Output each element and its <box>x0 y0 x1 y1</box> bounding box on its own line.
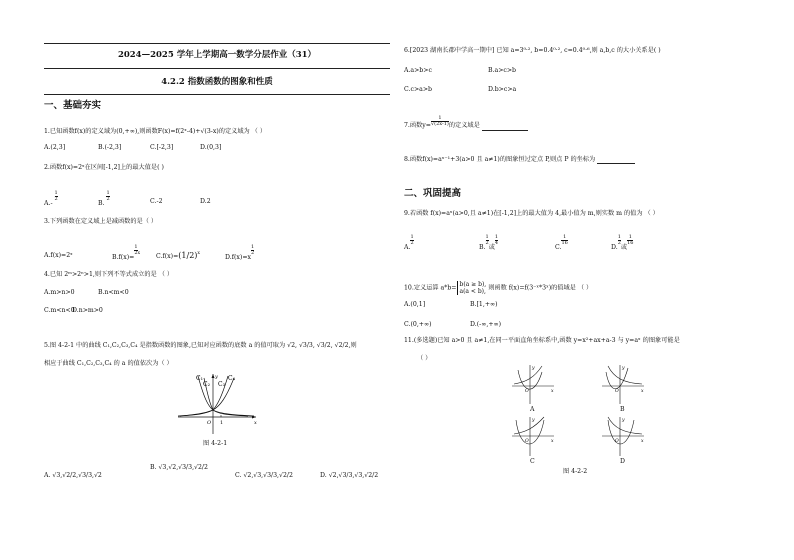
question-11-line2: （ ） <box>417 355 432 362</box>
exponential-curve <box>608 366 642 384</box>
q3-option-c: $C.f(x)=(1/2)^x$ <box>156 251 200 260</box>
svg-text:y: y <box>622 418 625 423</box>
figure-4-2-1-caption: 图 4-2-1 <box>203 440 228 447</box>
q5-option-a: A. √3,√2/2,√3/3,√2 <box>44 472 102 479</box>
header-divider <box>44 68 390 69</box>
question-7: 7.函数y= $\frac{1}{√(2x-1)}$ 的定义域是 <box>404 120 528 131</box>
q10-option-d: D.(-∞,+∞) <box>470 321 502 328</box>
svg-text:y: y <box>532 418 535 423</box>
question-10: 10.定义运算 a*b= b(a ≥ b), a(a < b), 则函数 f(x)=f(3⁻ˣ*3ˣ)的值域是 （ ） <box>404 281 593 295</box>
origin-label: O <box>207 420 212 426</box>
label-c2: C₂ <box>203 381 210 388</box>
fraction: $\frac{1}{16}$ <box>627 234 634 246</box>
q4-option-a: A.m>n>0 <box>44 289 75 296</box>
question-8: 8.函数f(x)=aˣ⁻¹+3(a>0 且 a≠1)的图象恒过定点 P,则点 P 的坐标为 <box>404 156 635 164</box>
fraction: $\frac{1}{2}$ <box>410 234 414 246</box>
figure-4-2-2-caption: 图 4-2-2 <box>563 468 588 475</box>
fraction: $\frac{1}{2}$ <box>106 190 110 202</box>
question-4: 4.已知 2ᵐ>2ⁿ>1,则下列不等式成立的是 （ ） <box>44 271 174 278</box>
exponential-curve <box>608 417 642 434</box>
q3-option-d: D.f(x)=x $\frac{1}{2}$ <box>225 244 255 261</box>
answer-blank[interactable] <box>597 156 635 164</box>
svg-text:y: y <box>622 366 625 371</box>
svg-text:x: x <box>551 389 554 394</box>
graph-d-label: D <box>620 458 625 465</box>
fraction: $\frac{1}{2}$ <box>54 190 58 202</box>
q4-option-b: B.n<m<0 <box>98 289 129 296</box>
question-5: 5.图 4-2-1 中的曲线 C₁,C₂,C₃,C₄ 是指数函数的图象,已知对应函数的底数 a 的值可取为 √2, √3/3, √3/2, √2/2,则 <box>44 342 357 349</box>
q1-option-a: A.(2,3] <box>44 144 66 151</box>
section-consolidate: 二、巩固提高 <box>404 188 462 199</box>
q2-option-d: D.2 <box>200 198 211 205</box>
answer-blank[interactable] <box>482 123 528 131</box>
svg-text:x: x <box>641 389 644 394</box>
graph-a <box>508 362 558 406</box>
graph-c-label: C <box>530 458 535 465</box>
exponential-curve <box>514 366 542 384</box>
q3-option-a: A.f(x)=2ˣ <box>44 252 73 259</box>
axis-x-label: x <box>254 420 257 426</box>
q6-option-b: B.a>c>b <box>488 67 516 74</box>
q1-option-d: D.(0,3] <box>200 144 222 151</box>
svg-text:x: x <box>641 439 644 444</box>
question-3: 3.下列函数在定义域上是减函数的是（ ） <box>44 218 158 225</box>
question-6: 6.[2023 湖南长郡中学高一期中] 已知 a=3⁰·², b=0.4⁰·², c=0.4⁰·⁶,则 a,b,c 的大小关系是( ) <box>404 47 661 54</box>
q5-option-b: B. √3,√2,√3/3,√2/2 <box>150 464 208 471</box>
q6-option-c: C.c>a>b <box>404 86 432 93</box>
fraction: $\frac{1}{2}$ <box>251 244 255 256</box>
q4-option-c: C.m<n<0 <box>44 307 75 314</box>
tick-one-label: 1 <box>220 420 224 426</box>
q6-option-d: D.b>c>a <box>488 86 517 93</box>
page-subtitle: 4.2.2 指数函数的图象和性质 <box>161 77 273 87</box>
question-9: 9.若函数 f(x)=aˣ(a>0,且 a≠1)在[-1,2]上的最大值为 4,最小值为 m,则实数 m 的值为 （ ） <box>404 210 659 217</box>
q5-option-d: D. √2,√3/3,√3,√2/2 <box>320 472 379 479</box>
fraction: $\frac{1}{4}$ <box>494 234 499 246</box>
page-title: 2024—2025 学年上学期高一数学分层作业（31） <box>117 50 317 60</box>
svg-text:O: O <box>615 439 619 444</box>
question-2: 2.函数f(x)=2ˣ在区间[-1,2]上的最大值是( ) <box>44 164 164 171</box>
svg-text:y: y <box>532 366 535 371</box>
curve-c2 <box>204 378 248 416</box>
question-1: 1.已知函数f(x)的定义域为(0,+∞),则函数F(x)=f(2ˣ-4)+√(3-x)的定义域为 （ ） <box>44 128 267 135</box>
question-5-line2: 相应于曲线 C₁,C₂,C₃,C₄ 的 a 的值依次为（ ） <box>44 360 173 367</box>
q9-option-d: D. $\frac{1}{2}$ 或 $\frac{1}{16}$ <box>611 234 634 251</box>
label-c3: C₃ <box>218 381 225 388</box>
q2-option-a: A.- $\frac{1}{2}$ <box>44 190 58 207</box>
q2-option-b: B. $\frac{1}{2}$ <box>98 190 110 207</box>
fraction: $\frac{1}{2}$ <box>485 234 489 246</box>
question-11: 11.(多选题)已知 a>0 且 a≠1,在同一平面直角坐标系中,函数 y=x²+ax+a-3 与 y=aˣ 的图象可能是 <box>404 337 680 344</box>
q7-fraction: $\frac{1}{√(2x-1)}$ <box>430 115 449 127</box>
fraction: $\frac{1}{2}$ <box>134 244 138 256</box>
q2-option-c: C.-2 <box>150 198 163 205</box>
svg-text:O: O <box>525 439 529 444</box>
graph-b-label: B <box>620 406 625 413</box>
q10-option-c: C.(0,+∞) <box>404 321 432 328</box>
graph-b <box>598 362 648 406</box>
svg-text:x: x <box>551 439 554 444</box>
q5-option-c: C. √2,√3,√3/3,√2/2 <box>235 472 293 479</box>
q9-option-a: A. $\frac{1}{2}$ <box>404 234 414 251</box>
figure-4-2-1 <box>170 372 260 436</box>
svg-text:O: O <box>615 389 619 394</box>
q10-option-a: A.(0,1] <box>404 301 426 308</box>
svg-text:O: O <box>525 389 529 394</box>
q9-option-c: C. $\frac{1}{16}$ <box>555 234 568 251</box>
section-basic: 一、基础夯实 <box>44 100 102 111</box>
q1-option-b: B.(-2,3] <box>98 144 122 151</box>
parabola-curve <box>608 420 634 444</box>
label-c4: C₄ <box>228 375 235 382</box>
q9-option-b: B. $\frac{1}{2}$ 或 $\frac{1}{4}$ <box>479 234 499 251</box>
label-c1: C₁ <box>196 375 203 382</box>
q3-option-b: B.f(x)= $\frac{1}{2}$ $^x$ <box>112 244 141 261</box>
graph-a-label: A <box>530 406 535 413</box>
minus-sign: - <box>50 200 53 207</box>
piecewise-brace: b(a ≥ b), a(a < b), <box>457 281 487 295</box>
q1-option-c: C.[-2,3] <box>150 144 174 151</box>
graph-d <box>598 414 648 458</box>
fraction: $\frac{1}{16}$ <box>561 234 568 246</box>
q10-option-b: B.[1,+∞) <box>470 301 498 308</box>
q6-option-a: A.a>b>c <box>404 67 432 74</box>
fraction: $\frac{1}{2}$ <box>617 234 621 246</box>
graph-c <box>508 414 558 458</box>
q4-option-d: D.n>m>0 <box>72 307 103 314</box>
axis-y-label: y <box>215 374 218 380</box>
parabola-curve <box>606 368 628 389</box>
